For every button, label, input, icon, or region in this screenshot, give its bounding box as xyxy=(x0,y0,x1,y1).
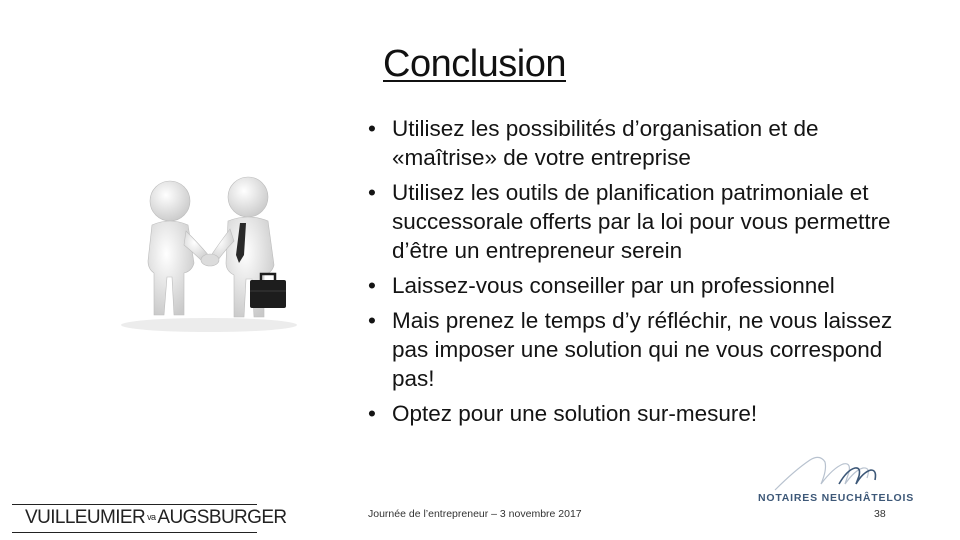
logo-part2: AUGSBURGER xyxy=(157,507,287,528)
bullet-list xyxy=(368,114,908,434)
notaires-neuchatelois-logo xyxy=(755,440,940,510)
bullet-text: Optez pour une solution sur-mesure! xyxy=(392,401,758,426)
slide-title: Conclusion xyxy=(383,43,566,85)
bullet-text: Laissez-vous conseiller par un professionnel xyxy=(392,273,835,298)
bullet-item xyxy=(368,306,908,393)
handshake-figures-illustration xyxy=(118,165,300,333)
bullet-text: Utilisez les outils de planification patrimoniale et successorale offerts par la loi pour vous permettre d’être un entrepreneur serein xyxy=(392,180,891,263)
bullet-item xyxy=(368,114,908,172)
bullet-marker: • xyxy=(368,116,376,141)
vuilleumier-augsburger-logo xyxy=(12,500,287,534)
logo-text xyxy=(25,507,287,529)
notaires-label: NOTAIRES NEUCHÂTELOIS xyxy=(758,492,915,504)
logo-rule-bottom xyxy=(12,532,257,533)
bullet-marker: • xyxy=(368,273,376,298)
bullet-item xyxy=(368,178,908,265)
bullet-marker: • xyxy=(368,308,376,333)
notaires-swirl-graphic xyxy=(755,440,940,495)
logo-part1: VUILLEUMIER xyxy=(25,507,146,528)
bullet-marker: • xyxy=(368,180,376,205)
footer-event: Journée de l’entrepreneur – 3 novembre 2017 xyxy=(368,508,582,520)
bullet-item xyxy=(368,271,908,300)
bullet-text: Utilisez les possibilités d’organisation et de «maîtrise» de votre entreprise xyxy=(392,116,819,170)
logo-rule-top xyxy=(12,504,257,505)
bullet-item xyxy=(368,399,908,428)
bullet-text: Mais prenez le temps d’y réfléchir, ne vous laissez pas imposer une solution qui ne vous correspond pas! xyxy=(392,308,893,391)
bullet-marker: • xyxy=(368,401,376,426)
logo-connector: va xyxy=(147,512,156,522)
page-number: 38 xyxy=(874,508,886,520)
